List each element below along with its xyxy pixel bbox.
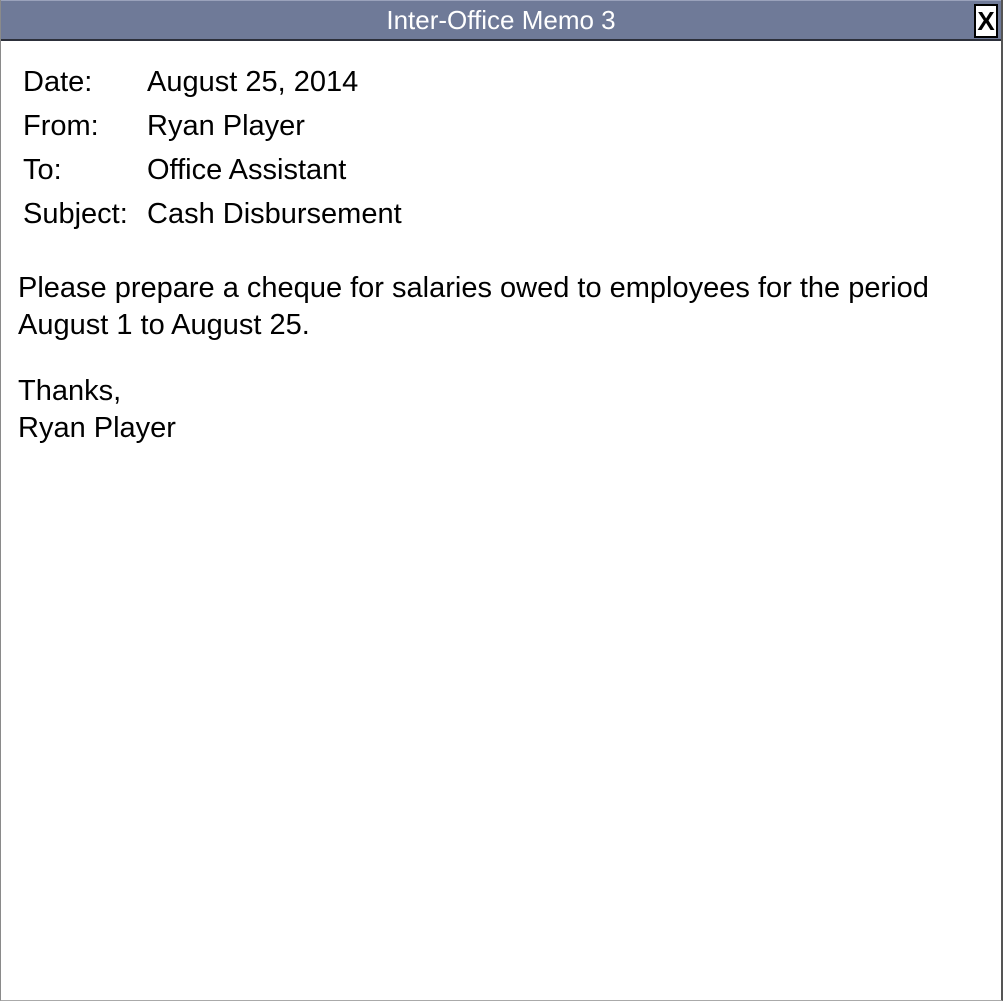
memo-from-row <box>23 104 402 148</box>
memo-date-row <box>23 60 402 104</box>
subject-value: Cash Disbursement <box>147 198 402 230</box>
memo-header <box>23 60 402 236</box>
memo-signature: Ryan Player <box>18 412 176 444</box>
memo-closing: Thanks, <box>18 375 122 407</box>
memo-signoff <box>18 373 176 447</box>
from-label: From: <box>23 110 99 142</box>
memo-subject-row <box>23 192 402 236</box>
subject-label: Subject: <box>23 198 128 230</box>
to-value: Office Assistant <box>147 154 347 186</box>
date-label: Date: <box>23 66 93 98</box>
date-value: August 25, 2014 <box>147 66 359 98</box>
memo-content <box>1 41 1001 999</box>
from-value: Ryan Player <box>147 110 305 142</box>
title-bar <box>1 0 1001 41</box>
to-label: To: <box>23 154 62 186</box>
close-button[interactable]: X <box>974 4 998 38</box>
memo-to-row <box>23 148 402 192</box>
window-title: Inter-Office Memo 3 <box>386 5 616 35</box>
memo-body: Please prepare a cheque for salaries owed to employees for the period August 1 to August 25. <box>18 272 929 341</box>
